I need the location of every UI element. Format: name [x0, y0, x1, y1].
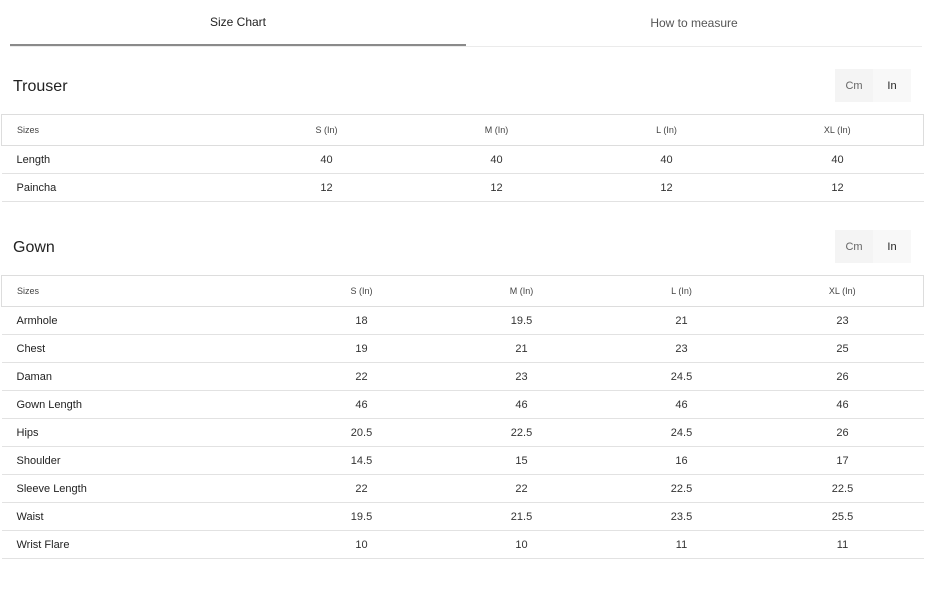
- trouser-size-table: [1, 114, 924, 202]
- table-row: [2, 307, 924, 335]
- row-label: Gown Length: [2, 391, 282, 419]
- table-cell: 22: [442, 475, 602, 503]
- table-cell: 40: [242, 146, 412, 174]
- table-cell: 10: [282, 531, 442, 559]
- column-header: XL (In): [752, 115, 924, 146]
- table-row: [2, 475, 924, 503]
- column-header: M (In): [442, 276, 602, 307]
- table-cell: 46: [282, 391, 442, 419]
- column-header: M (In): [412, 115, 582, 146]
- row-label: Paincha: [2, 174, 242, 202]
- gown-unit-toggle: [835, 230, 911, 263]
- table-cell: 15: [442, 447, 602, 475]
- table-cell: 46: [602, 391, 762, 419]
- table-cell: 24.5: [602, 419, 762, 447]
- table-row: [2, 363, 924, 391]
- tab-how-to-measure[interactable]: How to measure: [650, 16, 738, 30]
- table-cell: 22: [282, 363, 442, 391]
- table-cell: 26: [762, 419, 924, 447]
- table-row: [2, 174, 924, 202]
- table-row: [2, 531, 924, 559]
- trouser-section-title: Trouser: [13, 78, 68, 95]
- table-row: [2, 503, 924, 531]
- row-label: Shoulder: [2, 447, 282, 475]
- table-cell: 23: [602, 335, 762, 363]
- row-label: Waist: [2, 503, 282, 531]
- trouser-unit-toggle: [835, 69, 911, 102]
- table-cell: 16: [602, 447, 762, 475]
- table-cell: 19.5: [442, 307, 602, 335]
- table-cell: 25.5: [762, 503, 924, 531]
- size-chart-tabs: [10, 0, 922, 47]
- table-cell: 20.5: [282, 419, 442, 447]
- table-cell: 11: [762, 531, 924, 559]
- table-row: [2, 146, 924, 174]
- column-header: L (In): [582, 115, 752, 146]
- row-label: Daman: [2, 363, 282, 391]
- table-cell: 11: [602, 531, 762, 559]
- row-label: Wrist Flare: [2, 531, 282, 559]
- table-row: [2, 419, 924, 447]
- table-cell: 23: [442, 363, 602, 391]
- table-cell: 22.5: [442, 419, 602, 447]
- table-cell: 22.5: [762, 475, 924, 503]
- column-header: L (In): [602, 276, 762, 307]
- table-cell: 46: [442, 391, 602, 419]
- table-cell: 10: [442, 531, 602, 559]
- table-cell: 26: [762, 363, 924, 391]
- row-label: Armhole: [2, 307, 282, 335]
- gown-unit-in-button[interactable]: In: [873, 230, 911, 263]
- row-label: Length: [2, 146, 242, 174]
- table-cell: 17: [762, 447, 924, 475]
- table-cell: 40: [582, 146, 752, 174]
- table-cell: 18: [282, 307, 442, 335]
- row-label: Sleeve Length: [2, 475, 282, 503]
- table-cell: 25: [762, 335, 924, 363]
- gown-section-title: Gown: [13, 239, 55, 256]
- table-cell: 21: [442, 335, 602, 363]
- table-header-row: [2, 115, 924, 146]
- column-header: S (In): [282, 276, 442, 307]
- trouser-unit-cm-button[interactable]: Cm: [835, 69, 873, 102]
- gown-unit-cm-button[interactable]: Cm: [835, 230, 873, 263]
- gown-size-table: [1, 275, 924, 559]
- table-cell: 19.5: [282, 503, 442, 531]
- table-cell: 22.5: [602, 475, 762, 503]
- table-cell: 21.5: [442, 503, 602, 531]
- table-header-row: [2, 276, 924, 307]
- column-header: Sizes: [2, 276, 282, 307]
- table-cell: 12: [582, 174, 752, 202]
- table-cell: 23.5: [602, 503, 762, 531]
- table-cell: 12: [412, 174, 582, 202]
- row-label: Hips: [2, 419, 282, 447]
- table-cell: 24.5: [602, 363, 762, 391]
- trouser-unit-in-button[interactable]: In: [873, 69, 911, 102]
- table-cell: 46: [762, 391, 924, 419]
- row-label: Chest: [2, 335, 282, 363]
- table-cell: 22: [282, 475, 442, 503]
- trouser-section-header: [0, 69, 928, 109]
- table-row: [2, 391, 924, 419]
- table-cell: 21: [602, 307, 762, 335]
- table-cell: 23: [762, 307, 924, 335]
- table-cell: 14.5: [282, 447, 442, 475]
- tab-size-chart[interactable]: Size Chart: [10, 0, 466, 46]
- table-cell: 40: [412, 146, 582, 174]
- table-cell: 12: [242, 174, 412, 202]
- table-cell: 40: [752, 146, 924, 174]
- column-header: S (In): [242, 115, 412, 146]
- table-cell: 19: [282, 335, 442, 363]
- table-cell: 12: [752, 174, 924, 202]
- column-header: XL (In): [762, 276, 924, 307]
- column-header: Sizes: [2, 115, 242, 146]
- table-row: [2, 447, 924, 475]
- gown-section-header: [0, 230, 928, 270]
- table-row: [2, 335, 924, 363]
